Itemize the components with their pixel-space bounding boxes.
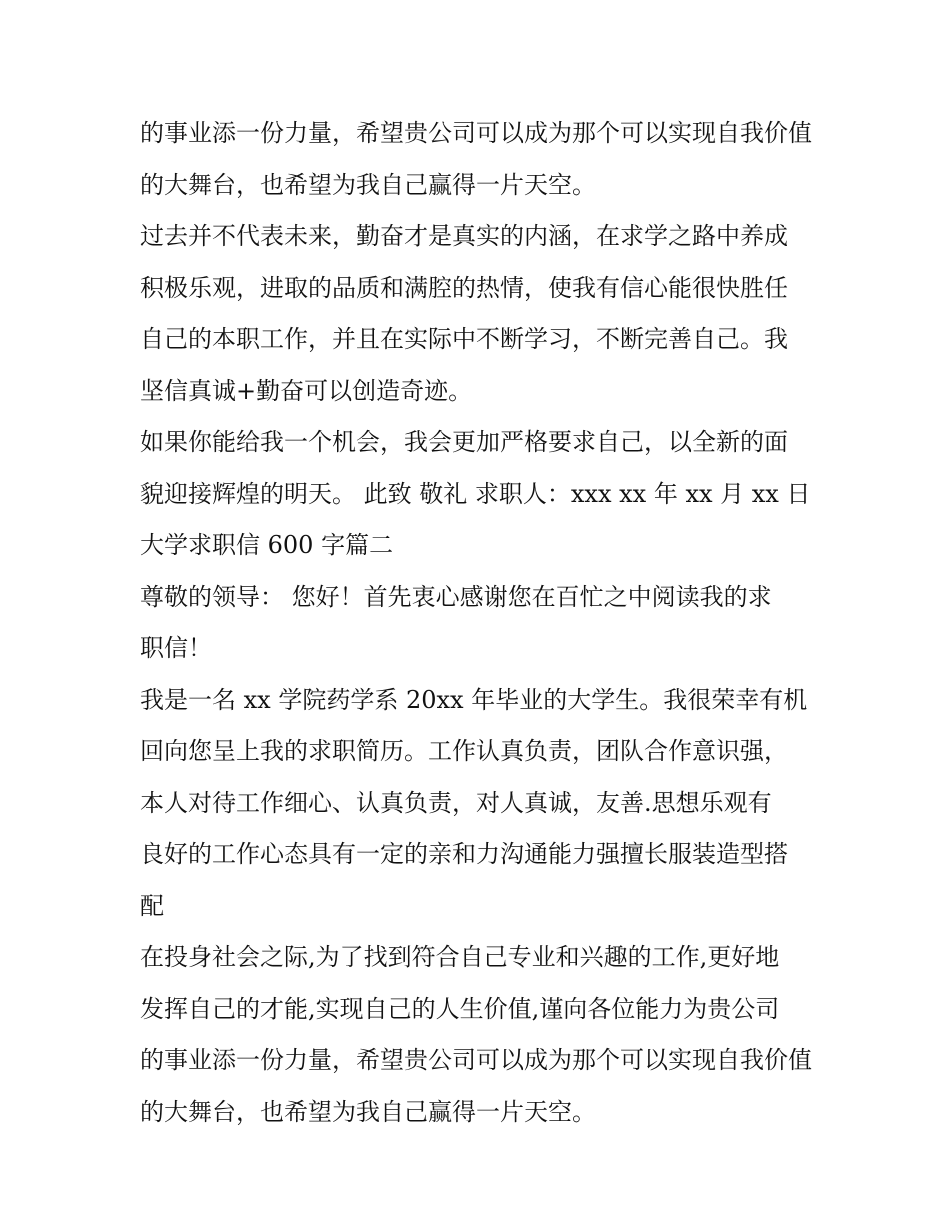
text-line-6: 坚信真诚+勤奋可以创造奇迹。 <box>140 376 473 405</box>
text-line-16: 配 <box>140 891 164 920</box>
text-line-7: 如果你能给我一个机会，我会更加严格要求自己，以全新的面 <box>140 428 788 456</box>
text-line-20: 的大舞台，也希望为我自己赢得一片天空。 <box>140 1097 596 1126</box>
text-line-5: 自己的本职工作，并且在实际中不断学习，不断完善自己。我 <box>140 325 788 353</box>
text-line-1: 的事业添一份力量，希望贵公司可以成为那个可以实现自我价值 <box>140 119 812 147</box>
text-line-15: 良好的工作心态具有一定的亲和力沟通能力强擅长服装造型搭 <box>140 840 788 868</box>
text-line-14: 本人对待工作细心、认真负责，对人真诚，友善.思想乐观有 <box>140 788 772 817</box>
text-line-17: 在投身社会之际,为了找到符合自己专业和兴趣的工作,更好地 <box>140 943 780 971</box>
text-line-2: 的大舞台，也希望为我自己赢得一片天空。 <box>140 170 596 199</box>
text-line-13: 回向您呈上我的求职简历。工作认真负责，团队合作意识强， <box>140 737 788 765</box>
document-body <box>140 108 820 1138</box>
text-line-18: 发挥自己的才能,实现自己的人生价值,谨向各位能力为贵公司 <box>140 994 780 1023</box>
section-heading: 大学求职信 600 字篇二 <box>140 531 394 559</box>
text-line-10: 尊敬的领导： 您好！首先衷心感谢您在百忙之中阅读我的求 <box>140 582 772 611</box>
text-line-8: 貌迎接辉煌的明天。 此致 敬礼 求职人：xxx xx 年 xx 月 xx 日 <box>140 479 811 508</box>
text-line-3: 过去并不代表未来，勤奋才是真实的内涵，在求学之路中养成 <box>140 222 788 250</box>
text-line-12: 我是一名 xx 学院药学系 20xx 年毕业的大学生。我很荣幸有机 <box>140 685 808 714</box>
text-line-4: 积极乐观，进取的品质和满腔的热情，使我有信心能很快胜任 <box>140 273 788 302</box>
text-line-19: 的事业添一份力量，希望贵公司可以成为那个可以实现自我价值 <box>140 1046 812 1074</box>
text-line-11: 职信！ <box>140 634 212 662</box>
